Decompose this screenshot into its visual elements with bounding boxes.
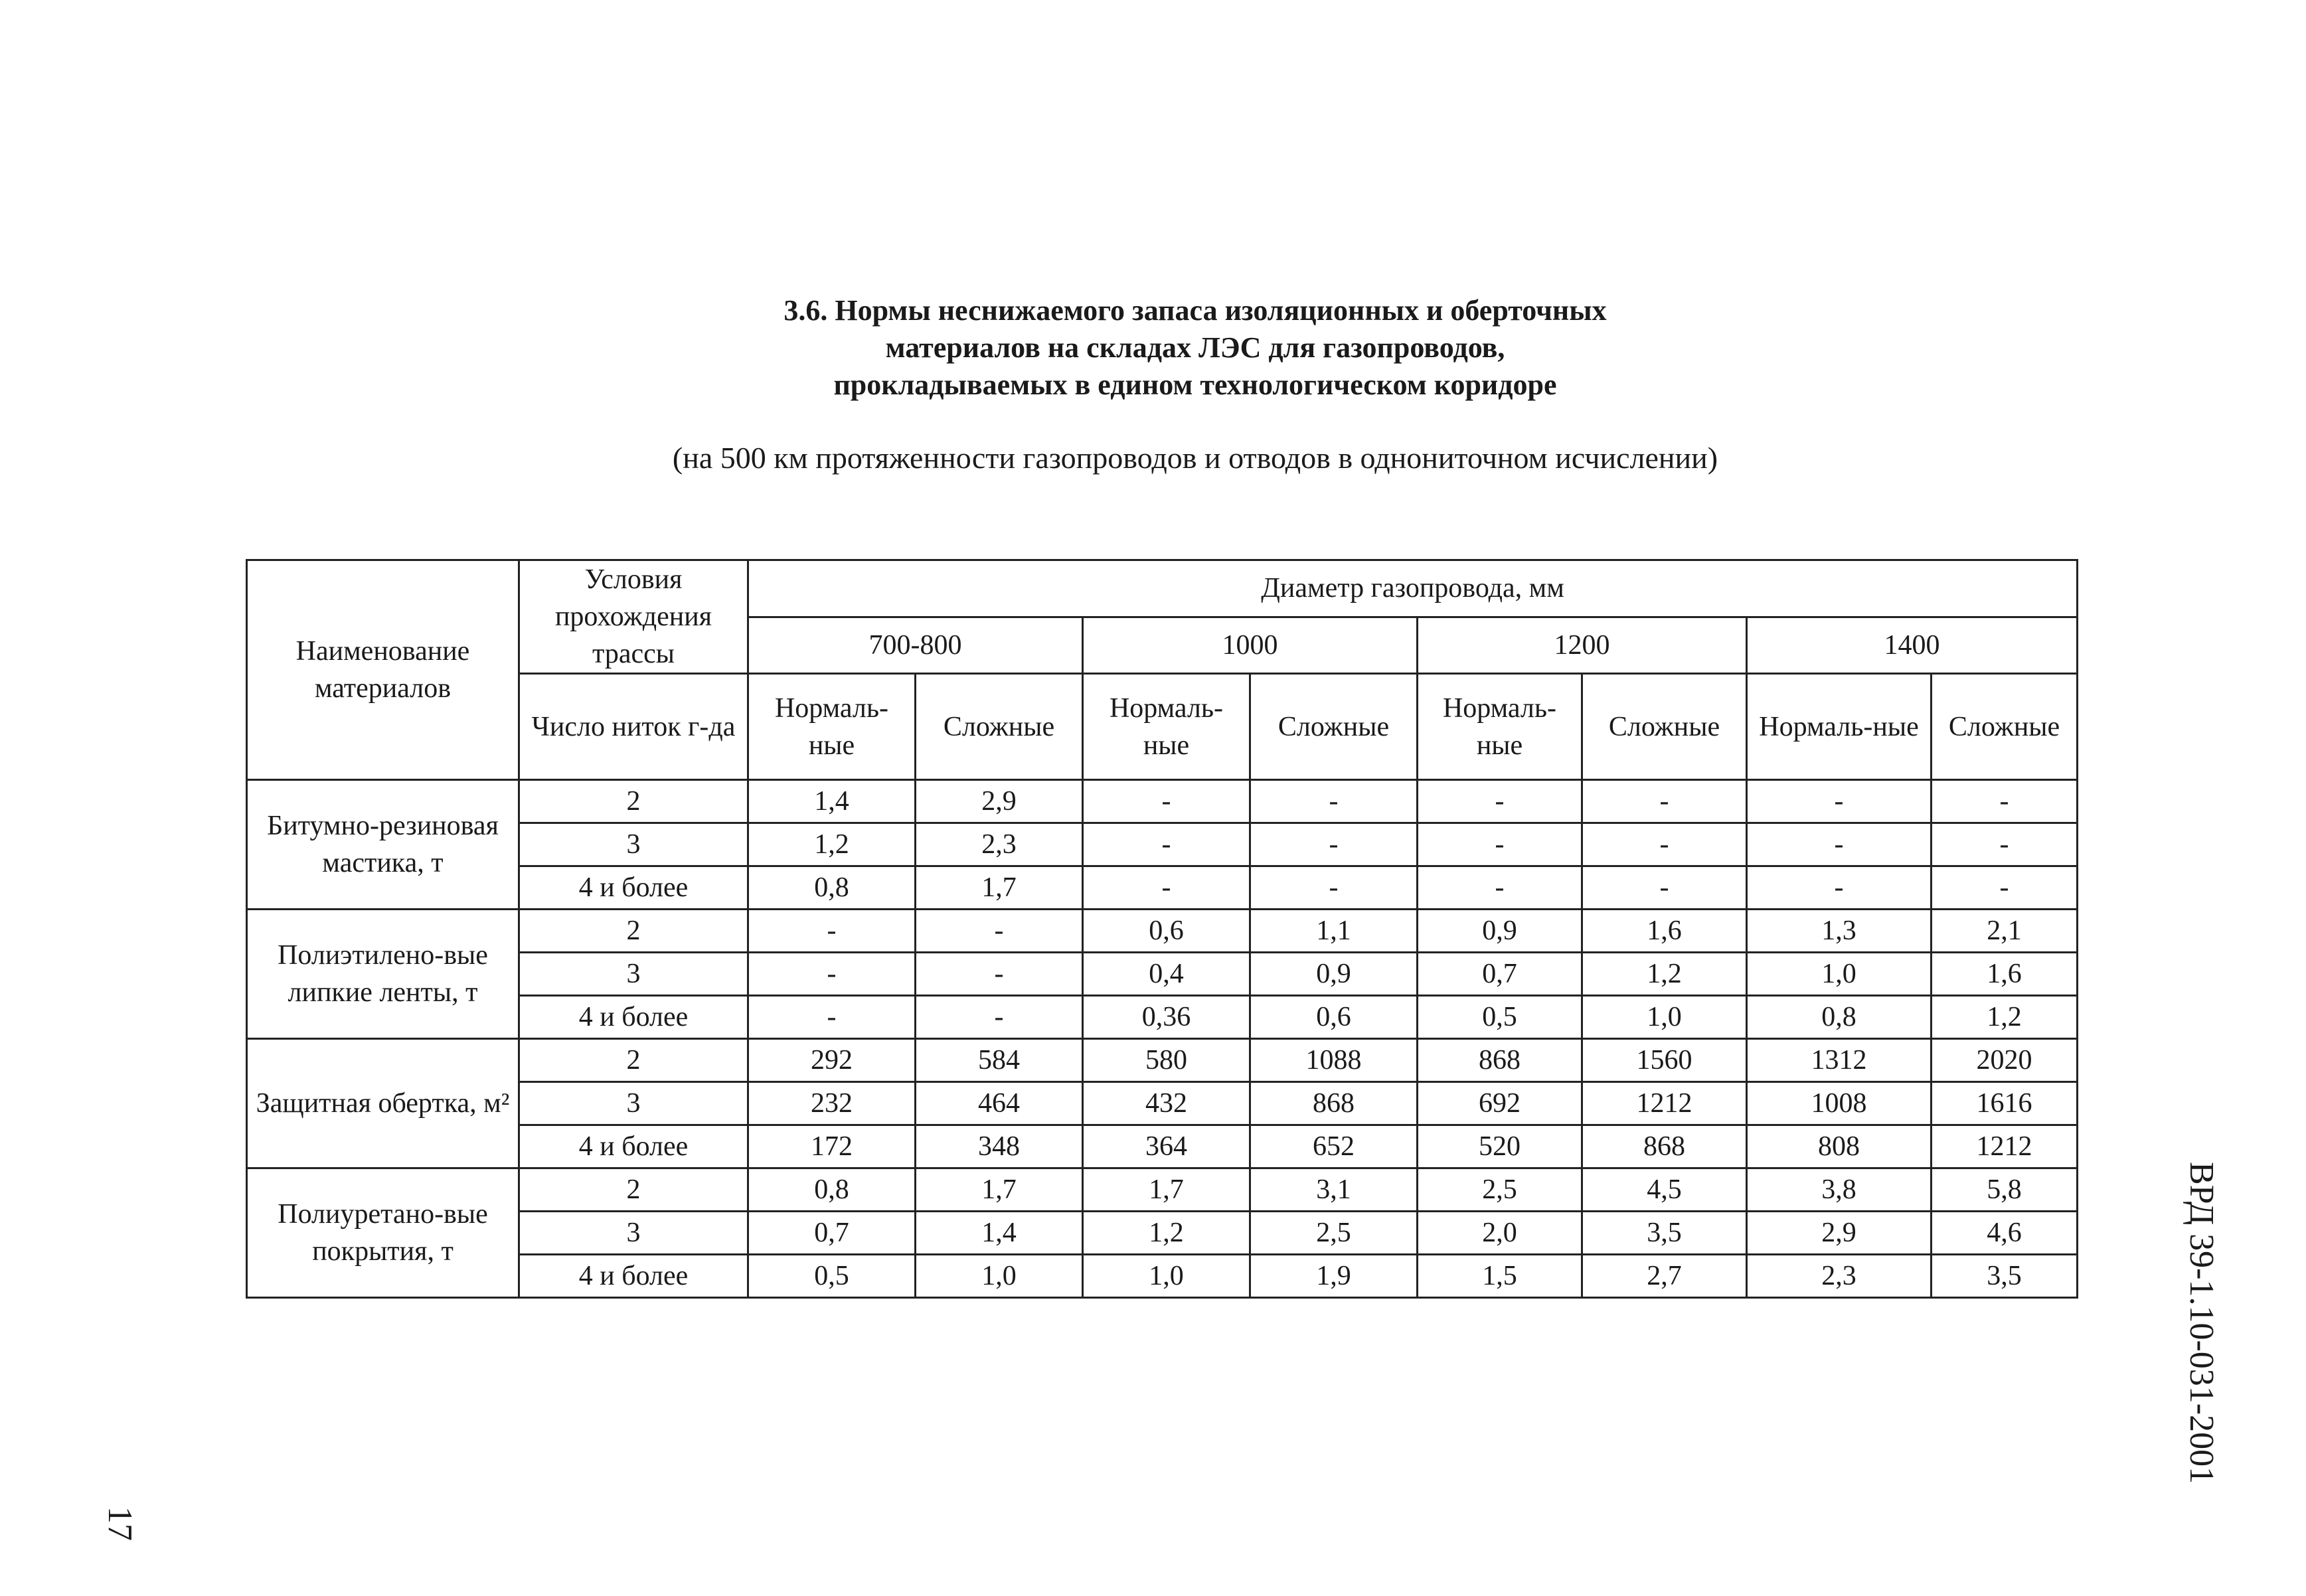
value-cell: 1,0	[916, 1255, 1083, 1298]
value-cell: 0,8	[748, 1168, 916, 1212]
value-cell: 5,8	[1932, 1168, 2078, 1212]
value-cell: 0,6	[1083, 910, 1250, 953]
header-material-name: Наименование материалов	[247, 560, 519, 780]
norms-table	[246, 559, 2078, 1299]
value-cell: 2020	[1932, 1039, 2078, 1082]
value-cell: 1,0	[1747, 953, 1932, 996]
value-cell: 0,9	[1250, 953, 1418, 996]
value-cell: 580	[1083, 1039, 1250, 1082]
thread-count-cell: 4 и более	[519, 1255, 748, 1298]
thread-count-cell: 4 и более	[519, 866, 748, 910]
value-cell: 4,5	[1582, 1168, 1747, 1212]
value-cell: 0,36	[1083, 996, 1250, 1039]
value-cell: 2,9	[916, 780, 1083, 823]
value-cell: 2,0	[1418, 1212, 1582, 1255]
value-cell: 1088	[1250, 1039, 1418, 1082]
thread-count-cell: 3	[519, 1212, 748, 1255]
value-cell: 1,9	[1250, 1255, 1418, 1298]
value-cell: 3,1	[1250, 1168, 1418, 1212]
value-cell: 1312	[1747, 1039, 1932, 1082]
value-cell: 3,5	[1582, 1212, 1747, 1255]
value-cell: -	[1418, 780, 1582, 823]
header-normal: Нормаль-ные	[1747, 674, 1932, 780]
value-cell: -	[748, 996, 916, 1039]
thread-count-cell: 2	[519, 910, 748, 953]
thread-count-cell: 3	[519, 953, 748, 996]
value-cell: -	[1932, 823, 2078, 866]
value-cell: -	[1582, 823, 1747, 866]
header-diameter-1400: 1400	[1747, 617, 2078, 674]
table-row	[247, 823, 2078, 866]
value-cell: 692	[1418, 1082, 1582, 1125]
value-cell: 2,5	[1250, 1212, 1418, 1255]
thread-count-cell: 2	[519, 780, 748, 823]
value-cell: -	[748, 910, 916, 953]
value-cell: -	[916, 996, 1083, 1039]
header-diameter: Диаметр газопровода, мм	[748, 560, 2078, 617]
value-cell: 0,6	[1250, 996, 1418, 1039]
header-complex: Сложные	[1250, 674, 1418, 780]
title-line-3: прокладываемых в едином технологическом коридоре	[833, 368, 1557, 401]
value-cell: 364	[1083, 1125, 1250, 1168]
table-row	[247, 780, 2078, 823]
table-row	[247, 1212, 2078, 1255]
value-cell: -	[1418, 866, 1582, 910]
header-complex: Сложные	[916, 674, 1083, 780]
value-cell: 0,7	[1418, 953, 1582, 996]
header-complex: Сложные	[1932, 674, 2078, 780]
value-cell: 584	[916, 1039, 1083, 1082]
table-row	[247, 1255, 2078, 1298]
table-row	[247, 1168, 2078, 1212]
value-cell: 520	[1418, 1125, 1582, 1168]
thread-count-cell: 4 и более	[519, 996, 748, 1039]
value-cell: 0,8	[748, 866, 916, 910]
value-cell: 1,2	[1083, 1212, 1250, 1255]
value-cell: -	[1747, 780, 1932, 823]
value-cell: 1,7	[916, 1168, 1083, 1212]
thread-count-cell: 2	[519, 1168, 748, 1212]
value-cell: 1212	[1932, 1125, 2078, 1168]
value-cell: 348	[916, 1125, 1083, 1168]
thread-count-cell: 4 и более	[519, 1125, 748, 1168]
value-cell: -	[916, 910, 1083, 953]
value-cell: 1008	[1747, 1082, 1932, 1125]
value-cell: 1,2	[1932, 996, 2078, 1039]
value-cell: 1,6	[1582, 910, 1747, 953]
value-cell: 0,5	[1418, 996, 1582, 1039]
value-cell: 808	[1747, 1125, 1932, 1168]
value-cell: -	[916, 953, 1083, 996]
header-complex: Сложные	[1582, 674, 1747, 780]
value-cell: 0,9	[1418, 910, 1582, 953]
value-cell: -	[1083, 780, 1250, 823]
header-thread-count: Число ниток г-да	[519, 674, 748, 780]
value-cell: 1560	[1582, 1039, 1747, 1082]
value-cell: 868	[1418, 1039, 1582, 1082]
value-cell: -	[1083, 823, 1250, 866]
value-cell: 1,4	[916, 1212, 1083, 1255]
value-cell: 432	[1083, 1082, 1250, 1125]
value-cell: 0,4	[1083, 953, 1250, 996]
value-cell: 2,3	[1747, 1255, 1932, 1298]
header-diameter-1200: 1200	[1418, 617, 1747, 674]
value-cell: -	[748, 953, 916, 996]
page-number: 17	[101, 1506, 139, 1541]
value-cell: 2,3	[916, 823, 1083, 866]
value-cell: 292	[748, 1039, 916, 1082]
material-name-cell: Полиуретано-вые покрытия, т	[247, 1168, 519, 1298]
value-cell: 2,1	[1932, 910, 2078, 953]
value-cell: 3,5	[1932, 1255, 2078, 1298]
value-cell: -	[1582, 780, 1747, 823]
value-cell: 2,9	[1747, 1212, 1932, 1255]
value-cell: 1,1	[1250, 910, 1418, 953]
value-cell: 0,5	[748, 1255, 916, 1298]
value-cell: 172	[748, 1125, 916, 1168]
value-cell: 1212	[1582, 1082, 1747, 1125]
table-row	[247, 910, 2078, 953]
page-subtitle: (на 500 км протяженности газопроводов и отводов в однониточном исчислении)	[672, 441, 1718, 475]
value-cell: -	[1747, 823, 1932, 866]
title-line-2: материалов на складах ЛЭС для газопроводов,	[885, 331, 1505, 364]
value-cell: 1,3	[1747, 910, 1932, 953]
value-cell: 1,0	[1083, 1255, 1250, 1298]
header-diameter-1000: 1000	[1083, 617, 1418, 674]
value-cell: 1,7	[916, 866, 1083, 910]
header-normal: Нормаль-ные	[1083, 674, 1250, 780]
table-row	[247, 953, 2078, 996]
header-normal: Нормаль-ные	[748, 674, 916, 780]
value-cell: -	[1932, 780, 2078, 823]
table-row	[247, 996, 2078, 1039]
table-row	[247, 1082, 2078, 1125]
value-cell: 464	[916, 1082, 1083, 1125]
material-name-cell: Защитная обертка, м²	[247, 1039, 519, 1168]
value-cell: -	[1932, 866, 2078, 910]
value-cell: 3,8	[1747, 1168, 1932, 1212]
thread-count-cell: 2	[519, 1039, 748, 1082]
header-route-conditions: Условия прохождения трассы	[519, 560, 748, 674]
value-cell: -	[1250, 866, 1418, 910]
value-cell: 0,7	[748, 1212, 916, 1255]
value-cell: 232	[748, 1082, 916, 1125]
document-code: ВРД 39-1.10-031-2001	[2182, 1162, 2220, 1484]
title-line-1: 3.6. Нормы неснижаемого запаса изоляционных и оберточных	[783, 294, 1607, 327]
value-cell: -	[1250, 780, 1418, 823]
value-cell: 1,7	[1083, 1168, 1250, 1212]
thread-count-cell: 3	[519, 1082, 748, 1125]
table-row	[247, 1039, 2078, 1082]
value-cell: 1,4	[748, 780, 916, 823]
material-name-cell: Битумно-резиновая мастика, т	[247, 780, 519, 910]
value-cell: 1,2	[1582, 953, 1747, 996]
value-cell: 868	[1582, 1125, 1747, 1168]
table-row	[247, 1125, 2078, 1168]
value-cell: 652	[1250, 1125, 1418, 1168]
value-cell: 868	[1250, 1082, 1418, 1125]
value-cell: -	[1747, 866, 1932, 910]
value-cell: 1,6	[1932, 953, 2078, 996]
value-cell: 1,2	[748, 823, 916, 866]
value-cell: 4,6	[1932, 1212, 2078, 1255]
value-cell: 2,5	[1418, 1168, 1582, 1212]
value-cell: 0,8	[1747, 996, 1932, 1039]
value-cell: -	[1582, 866, 1747, 910]
value-cell: 1616	[1932, 1082, 2078, 1125]
header-normal: Нормаль-ные	[1418, 674, 1582, 780]
value-cell: -	[1250, 823, 1418, 866]
header-diameter-700-800: 700-800	[748, 617, 1083, 674]
table-row	[247, 866, 2078, 910]
value-cell: 1,5	[1418, 1255, 1582, 1298]
value-cell: -	[1418, 823, 1582, 866]
material-name-cell: Полиэтилено-вые липкие ленты, т	[247, 910, 519, 1039]
thread-count-cell: 3	[519, 823, 748, 866]
value-cell: -	[1083, 866, 1250, 910]
value-cell: 2,7	[1582, 1255, 1747, 1298]
value-cell: 1,0	[1582, 996, 1747, 1039]
page-title	[465, 292, 1926, 404]
